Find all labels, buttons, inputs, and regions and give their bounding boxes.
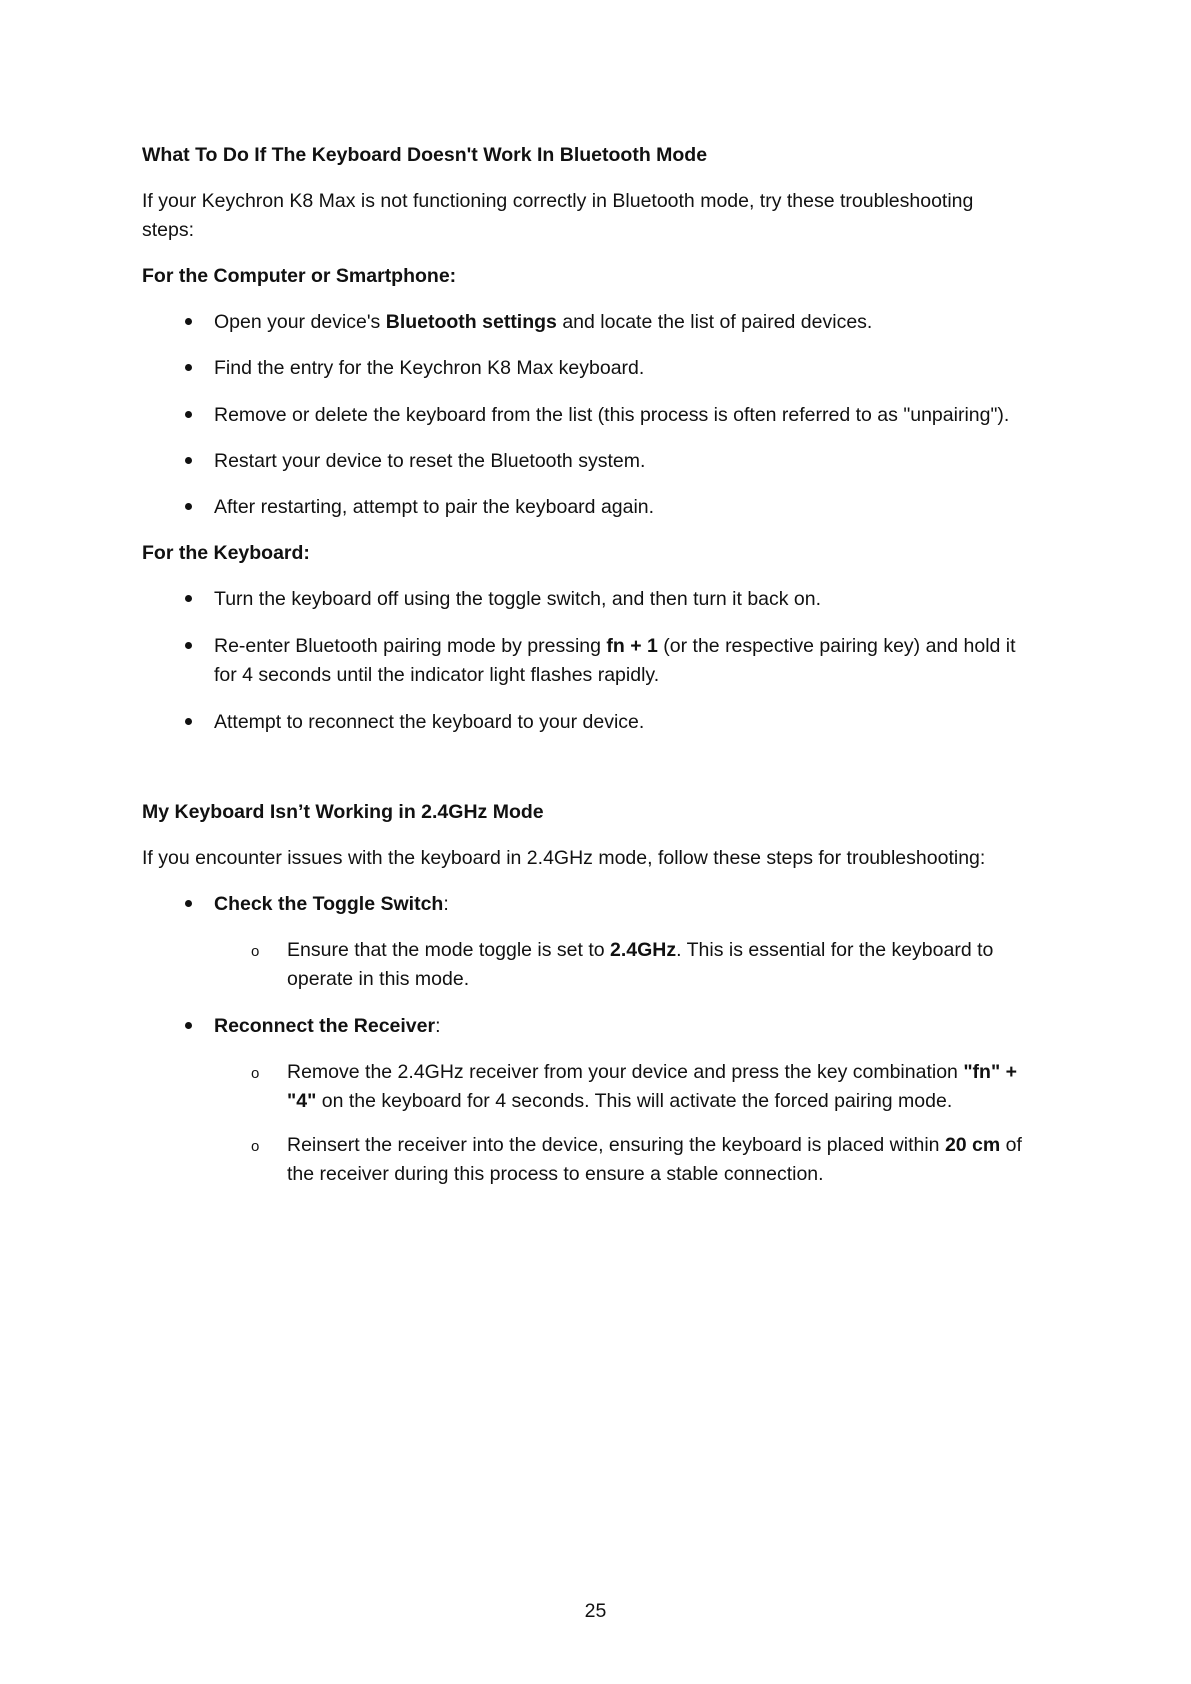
bullet-icon: [185, 1022, 192, 1029]
receiver-substep-1: [287, 1058, 1017, 1087]
computer-step-5: After restarting, attempt to pair the keyboard again.: [214, 496, 655, 518]
2-4ghz-section-title: My Keyboard Isn’t Working in 2.4GHz Mode: [142, 801, 544, 823]
receiver-substep-1-line-2: [287, 1087, 952, 1116]
bullet-icon: [185, 457, 192, 464]
bullet-icon: [185, 718, 192, 725]
fn-1-key-combo: fn + 1: [606, 635, 658, 657]
2-4ghz-intro: If you encounter issues with the keyboard in 2.4GHz mode, follow these steps for troubleshooting:: [142, 847, 986, 869]
20cm-emphasis: 20 cm: [944, 1134, 1001, 1156]
keyboard-step-2: [214, 632, 1016, 661]
2-4ghz-emphasis: 2.4GHz: [610, 939, 677, 961]
hollow-bullet-icon: o: [251, 1065, 260, 1082]
receiver-substep-1-line-2-text: on the keyboard for 4 seconds. This will activate the forced pairing mode.: [316, 1090, 953, 1112]
computer-step-4: Restart your device to reset the Bluetooth system.: [214, 450, 646, 472]
reconnect-receiver-colon: :: [435, 1015, 441, 1037]
hollow-bullet-icon: o: [251, 1138, 260, 1155]
check-toggle-switch-colon: :: [443, 893, 449, 915]
bullet-icon: [185, 595, 192, 602]
bullet-icon: [185, 900, 192, 907]
receiver-substep-2-text-end: of: [1000, 1134, 1022, 1156]
computer-step-3: Remove or delete the keyboard from the list (this process is often referred to as "unpairing").: [214, 404, 1010, 426]
toggle-substep-1-line-2: operate in this mode.: [287, 968, 470, 990]
receiver-substep-1-text: Remove the 2.4GHz receiver from your device and press the key combination: [287, 1061, 964, 1083]
bluetooth-intro-line-1: If your Keychron K8 Max is not functioning correctly in Bluetooth mode, try these troubleshooting: [142, 190, 974, 212]
hollow-bullet-icon: o: [251, 943, 260, 960]
key-4-emphasis: "4": [287, 1090, 317, 1112]
toggle-substep-1-text-end: . This is essential for the keyboard to: [676, 939, 994, 961]
bluetooth-settings-emphasis: Bluetooth settings: [385, 311, 557, 333]
check-toggle-switch-label: Check the Toggle Switch: [214, 893, 444, 915]
computer-step-1-text-end: and locate the list of paired devices.: [556, 311, 873, 333]
keyboard-step-2-text: Re-enter Bluetooth pairing mode by pressing: [214, 635, 607, 657]
keyboard-step-3: Attempt to reconnect the keyboard to your device.: [214, 711, 645, 733]
keyboard-step-1: Turn the keyboard off using the toggle switch, and then turn it back on.: [214, 588, 822, 610]
bullet-icon: [185, 318, 192, 325]
computer-step-1: [214, 308, 872, 337]
bullet-icon: [185, 503, 192, 510]
bullet-icon: [185, 642, 192, 649]
bullet-icon: [185, 364, 192, 371]
bluetooth-intro-line-2: steps:: [142, 219, 195, 241]
computer-step-2: Find the entry for the Keychron K8 Max keyboard.: [214, 357, 645, 379]
page-number: 25: [584, 1600, 607, 1622]
reconnect-receiver-label: Reconnect the Receiver: [214, 1015, 436, 1037]
receiver-substep-2-text: Reinsert the receiver into the device, ensuring the keyboard is placed within: [287, 1134, 945, 1156]
receiver-substep-2: [287, 1131, 1022, 1160]
fn-plus-emphasis: "fn" +: [963, 1061, 1018, 1083]
toggle-substep-1-text: Ensure that the mode toggle is set to: [287, 939, 611, 961]
keyboard-step-2-text-end: (or the respective pairing key) and hold it: [657, 635, 1016, 657]
bullet-icon: [185, 411, 192, 418]
check-toggle-switch-item: [214, 890, 449, 919]
reconnect-receiver-item: [214, 1012, 441, 1041]
receiver-substep-2-line-2: the receiver during this process to ensure a stable connection.: [287, 1163, 824, 1185]
bluetooth-section-title: What To Do If The Keyboard Doesn't Work In Bluetooth Mode: [142, 144, 708, 166]
toggle-substep-1: [287, 936, 993, 965]
keyboard-step-2-line-2: for 4 seconds until the indicator light flashes rapidly.: [214, 664, 660, 686]
computer-subheading: For the Computer or Smartphone:: [142, 265, 457, 287]
computer-step-1-text: Open your device's: [214, 311, 386, 333]
keyboard-subheading: For the Keyboard:: [142, 542, 310, 564]
